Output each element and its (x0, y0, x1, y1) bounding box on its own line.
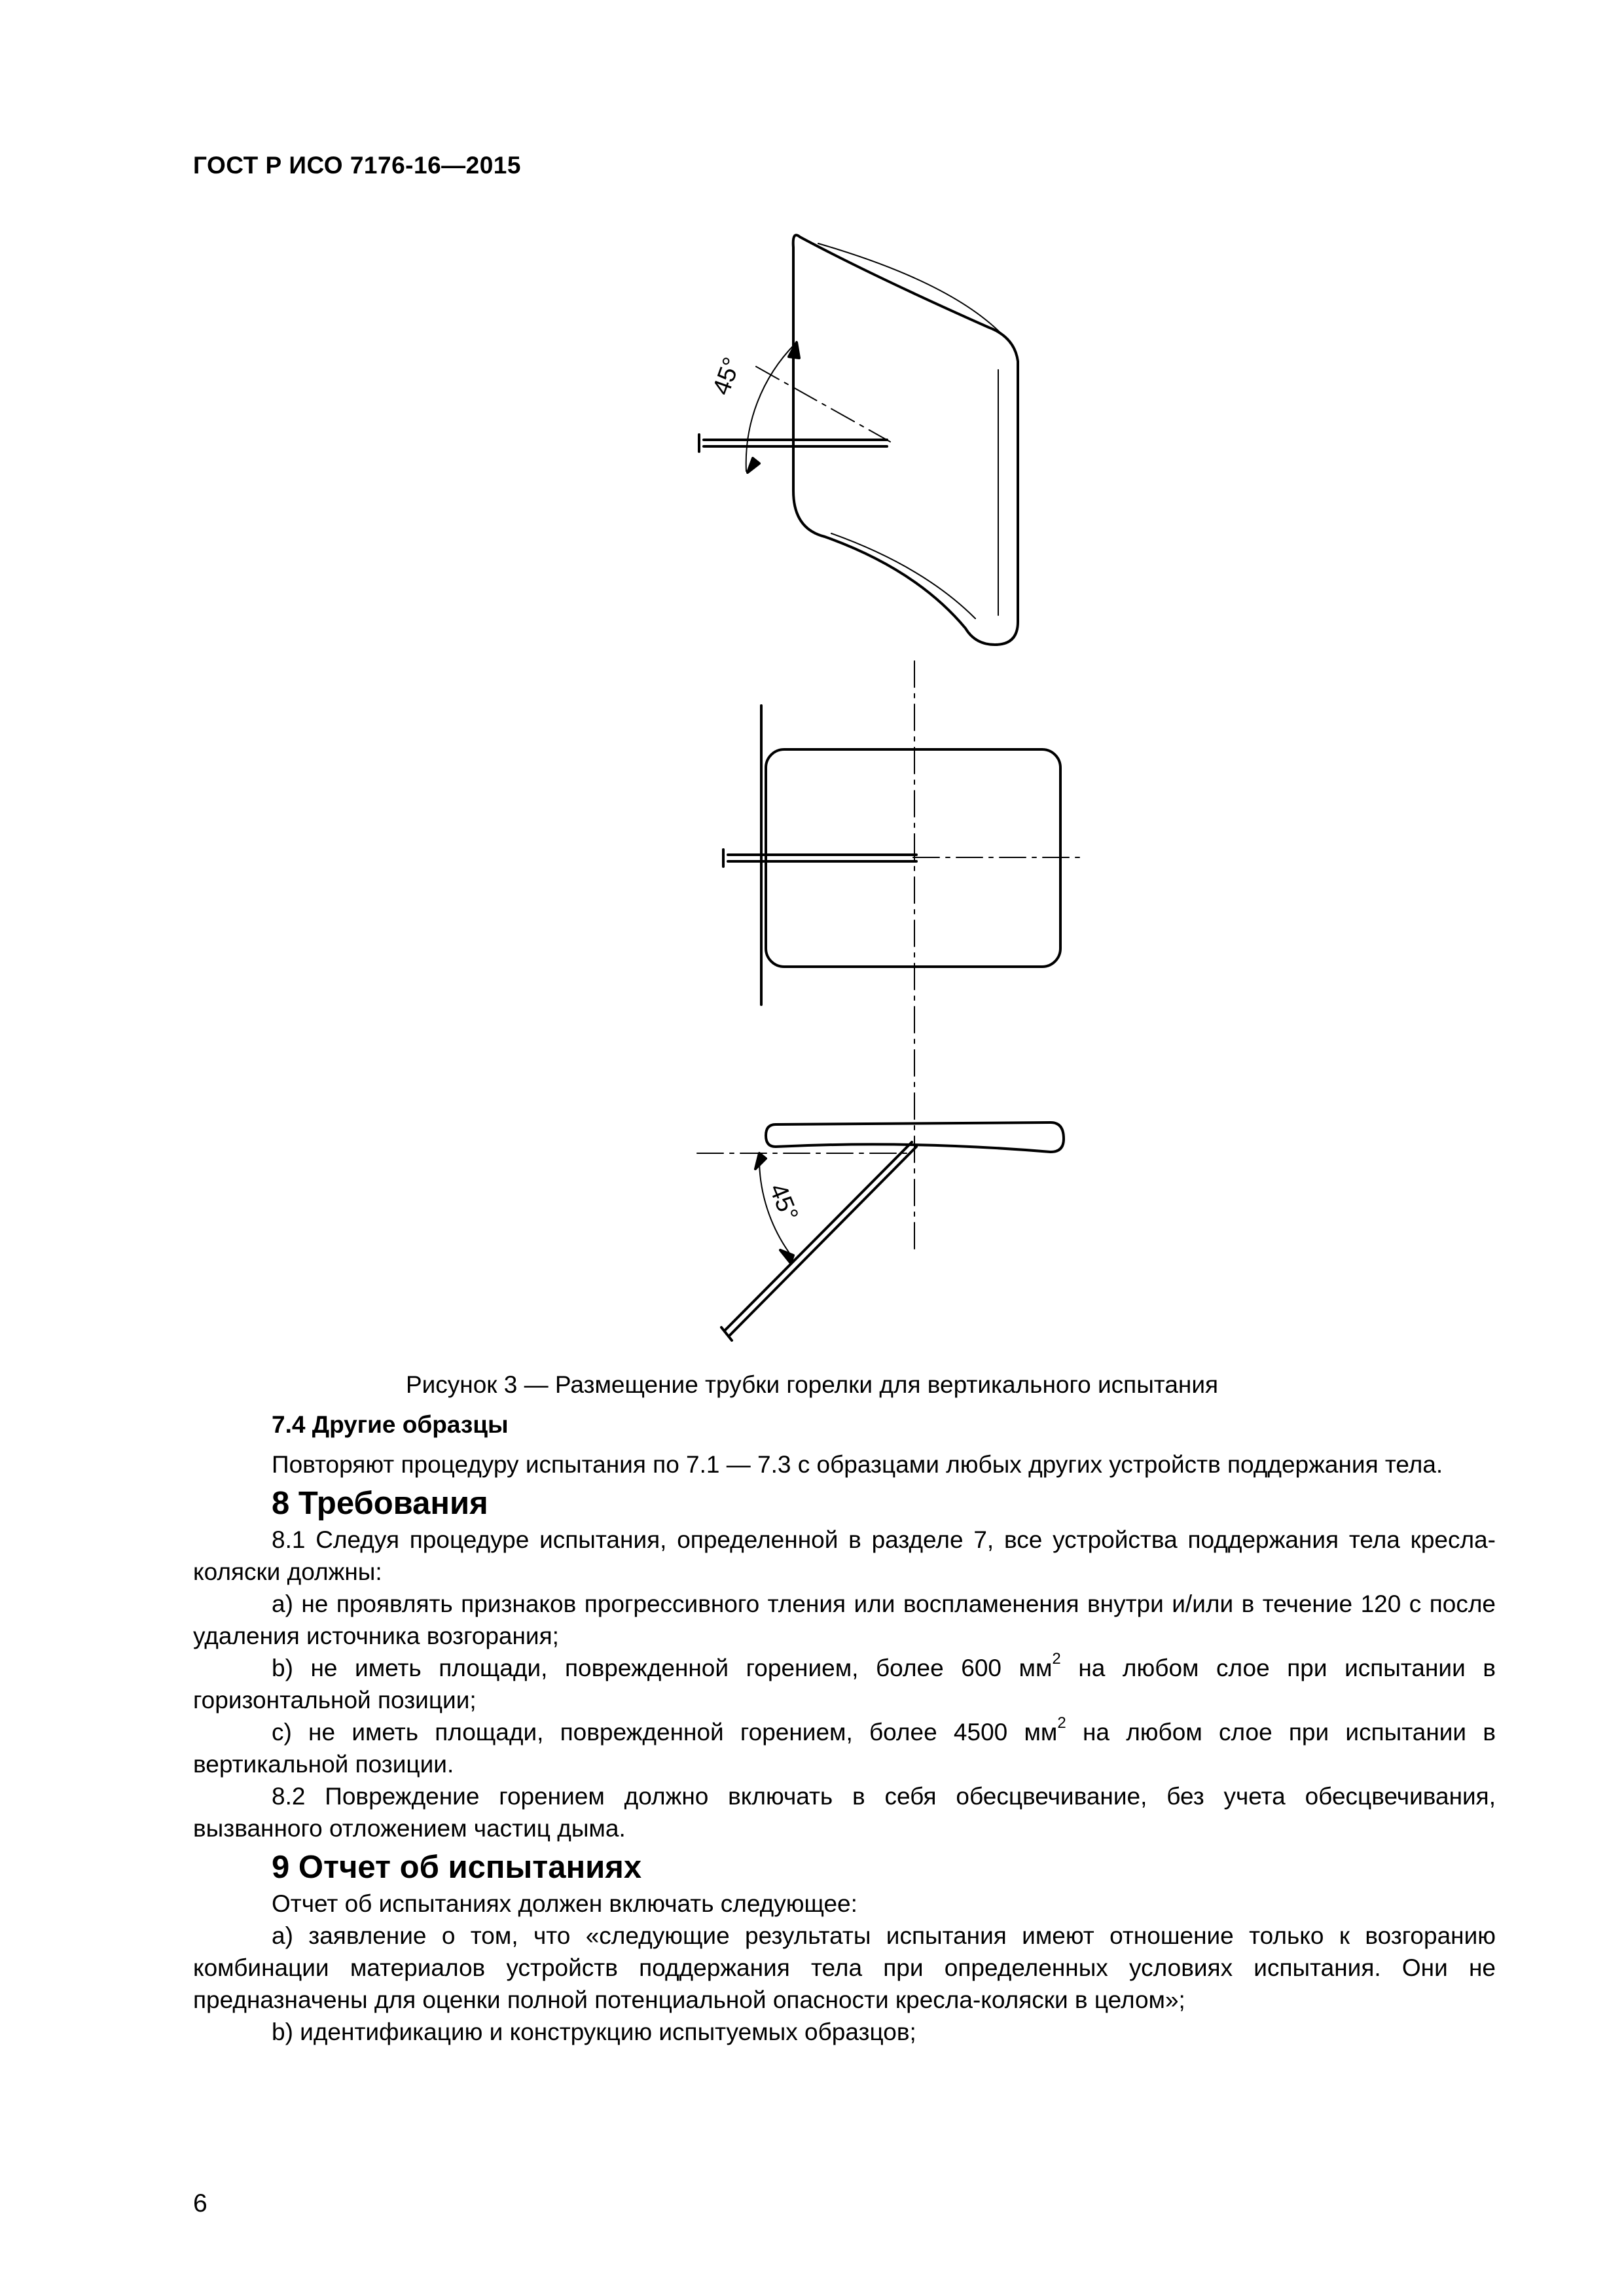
item-b-sup: 2 (1052, 1649, 1061, 1668)
item-b-text-end: на любом слое при испытании в горизонтальной позиции; (193, 1655, 1496, 1713)
section-9-item-b: b) идентификацию и конструкцию испытуемых образцов; (272, 2018, 916, 2045)
figure-caption: Рисунок 3 — Размещение трубки горелки для вертикального испытания (405, 1371, 1219, 1398)
section-7-4-title: 7.4 Другие образцы (272, 1411, 509, 1438)
item-c-sup: 2 (1057, 1713, 1066, 1732)
section-8-p1: 8.1 Следуя процедуре испытания, определенной в разделе 7, все устройства поддержания тела кресла-коляски должны: (193, 1526, 1496, 1585)
document-header: ГОСТ Р ИСО 7176-16—2015 (193, 152, 521, 179)
page-number: 6 (193, 2189, 208, 2217)
section-8-p2: 8.2 Повреждение горением должно включать в себя обесцвечивание, без учета обесцвечивания, вызванного отложением частиц дыма. (193, 1783, 1496, 1842)
section-8-item-a: a) не проявлять признаков прогрессивного тления или воспламенения внутри и/или в течение 120 с после удаления источника возгорания; (193, 1590, 1496, 1649)
side-view-cushion (697, 1122, 1064, 1340)
section-9-title: 9 Отчет об испытаниях (272, 1850, 642, 1885)
item-c-text: c) не иметь площади, поврежденной горением, более 4500 мм (272, 1719, 1058, 1746)
item-c-text-end: на любом слое при испытании в вертикальной позиции. (193, 1719, 1496, 1778)
section-8-title: 8 Требования (272, 1486, 488, 1521)
angle-label-bottom: 45° (763, 1179, 804, 1225)
section-7-4-text: Повторяют процедуру испытания по 7.1 — 7.3 с образцами любых других устройств поддержания тела. (272, 1451, 1443, 1478)
item-b-text: b) не иметь площади, поврежденной горением, более 600 мм (272, 1655, 1053, 1681)
section-9-intro: Отчет об испытаниях должен включать следующее: (272, 1890, 857, 1917)
section-9-item-a: a) заявление о том, что «следующие результаты испытания имеют отношение только к возгоранию комбинации материалов устройств поддержания тела при определенных условиях испытания. Они не предназначены для оценки полной потенциальной опасности кресла-коляски в целом»; (193, 1922, 1496, 2013)
section-8-item-c (193, 1713, 1496, 1780)
angle-label-top: 45° (707, 353, 747, 399)
section-8-item-b (193, 1649, 1496, 1716)
document-body (193, 1408, 1496, 2048)
